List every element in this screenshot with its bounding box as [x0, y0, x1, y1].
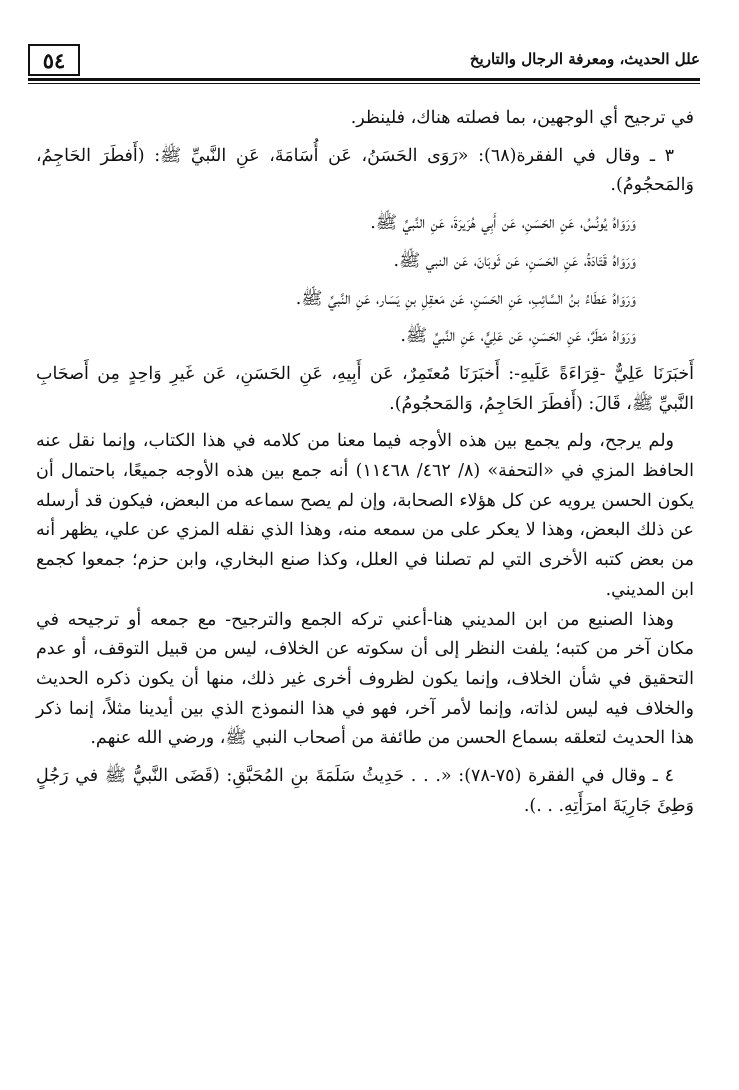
- paragraph-5: وَرَوَاهُ عَطَاءُ بنُ السَّائِبِ، عَنِ الحَسَنِ، عَن مَعقِلِ بنِ يَسَار، عَنِ النَّبيِّ ﷺ.: [295, 288, 636, 309]
- header-rule-thick: [28, 78, 700, 81]
- paragraph-6: وَرَوَاهُ مَطَرٌ، عَنِ الحَسَنِ، عَن عَلِيٍّ، عَنِ النَّبيِّ ﷺ.: [400, 326, 636, 347]
- header-rule-thin: [28, 83, 700, 84]
- paragraph-7: أَخبَرَنَا عَلِيٌّ -قِرَاءَةً عَلَيهِ-: أَخبَرَنَا مُعتَمِرٌ، عَن أَبِيهِ، عَنِ الحَسَنِ، عَن غَيرِ وَاحِدٍ مِن أَصحَابِ النَّبيِّ ﷺ، قَالَ: (أَفطَرَ الحَاجِمُ، وَالمَحجُومُ).: [36, 363, 694, 414]
- paragraph-4: وَرَوَاهُ قَتَادَةُ، عَنِ الحَسَنِ، عَن ثَوبَانَ، عَن النبي ﷺ.: [393, 250, 636, 271]
- paragraph-9: وهذا الصنيع من ابن المديني هنا-أعني تركه الجمع والترجيح- مع جمعه أو ترجيحه في مكان آخر من كتبه؛ يلفت النظر إلى أن سكوته عن الخلاف، ليس من قبيل التوقف، أو عدم التحقيق في شأن الخلاف، وإنما يكون لظروف أخرى غير ذلك، منها أن يكون ذكره الحديث والخلاف فيه ليس لذاته، وإنما لأمر آخر، فهو في هذا النموذج الذي بين أيدينا مثلاً، إنما ذكر هذا الحديث لتعلقه بسماع الحسن من طائفة من أصحاب النبي ﷺ، ورضي الله عنهم.: [36, 609, 694, 749]
- paragraph-1: في ترجيح أي الوجهين، بما فصلته هناك، فلينظر.: [350, 108, 694, 128]
- paragraph-10: ٤ ـ وقال في الفقرة (٧٥-٧٨): «. . . حَدِيثُ سَلَمَةَ بنِ المُحَبَّقِ: (قَضَى النَّبيُّ ﷺ في رَجُلٍ وَطِئَ جَارِيَةَ امرَأَتِهِ. . .).: [36, 766, 694, 816]
- page-body: [36, 104, 694, 821]
- paragraph-3: وَرَوَاهُ يُونُسُ، عَنِ الحَسَنِ، عَن أَبِي هُرَيرَةَ، عَنِ النَّبيِّ ﷺ.: [370, 213, 636, 234]
- paragraph-2: ٣ ـ وقال في الفقرة(٦٨): «رَوَى الحَسَنُ، عَن أُسَامَةَ، عَنِ النَّبيِّ ﷺ: (أَفطَرَ الحَاجِمُ، وَالمَحجُومُ).: [36, 145, 694, 196]
- paragraph-8: ولم يرجح، ولم يجمع بين هذه الأوجه فيما معنا من كلامه في هذا الكتاب، وإنما نقل عنه الحافظ المزي في «التحفة» (٨/ ٤٦٢/ ١١٤٦٨) أنه جمع بين هذه الأوجه جميعًا، باحتمال أن يكون الحسن يرويه عن كل هؤلاء الصحابة، وإن لم يصح سماعه من البعض، فيكون قد أرسله عن ذلك البعض، وهذا لا يعكر على من سمعه منه، وهذا الذي نقله المزي عن علي، يظهر أنه من بعض كتبه الأخرى التي لم تصلنا في العلل، وكذا صنع البخاري، وابن حزم؛ جمعوا كجمع ابن المديني.: [36, 431, 694, 600]
- page-header: [28, 40, 700, 82]
- page-number: ٥٤: [28, 44, 80, 76]
- running-title: علل الحديث، ومعرفة الرجال والتاريخ: [469, 50, 700, 68]
